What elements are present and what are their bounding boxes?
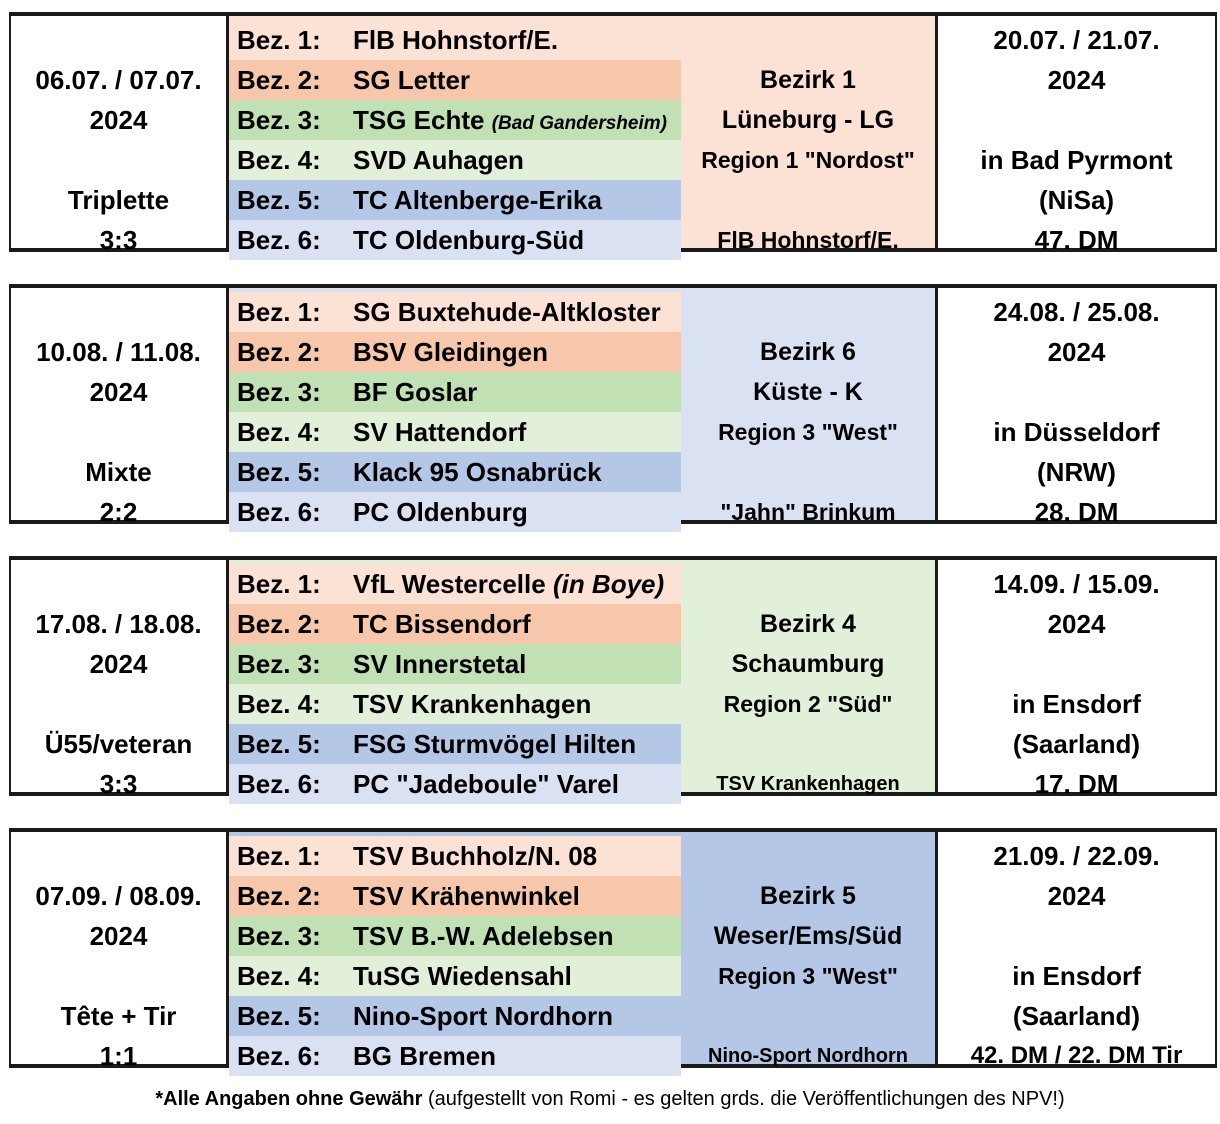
championship-number: 42. DM / 22. DM Tir — [970, 1042, 1183, 1069]
final-venue: in Ensdorf — [1012, 689, 1141, 719]
club-name: TC Bissendorf — [353, 609, 531, 639]
host-club: FlB Hohnstorf/E. — [717, 227, 899, 253]
district-label: Bez. 3: — [237, 377, 321, 407]
block-date-column — [9, 288, 229, 527]
district-row — [229, 764, 681, 804]
schedule-block-1 — [9, 12, 1217, 255]
block-clubs-column — [229, 832, 935, 1071]
discipline: Ü55/veteran — [44, 729, 193, 759]
final-date-range: 14.09. / 15.09. — [993, 569, 1160, 599]
block-final-column — [935, 16, 1217, 255]
final-state: (NRW) — [1037, 457, 1116, 487]
year: 2024 — [89, 105, 148, 135]
host-club: TSV Krankenhagen — [716, 773, 900, 795]
block-final-column — [935, 832, 1217, 1069]
date-range: 06.07. / 07.07. — [35, 65, 202, 95]
district-label: Bez. 2: — [237, 881, 321, 911]
host-district-panel — [681, 288, 935, 525]
club-name: Klack 95 Osnabrück — [353, 457, 602, 487]
final-venue: in Bad Pyrmont — [980, 145, 1173, 175]
district-label: Bez. 1: — [237, 569, 321, 599]
club-name: SV Hattendorf — [353, 417, 527, 447]
club-name: SG Letter — [353, 65, 471, 95]
club-name: SVD Auhagen — [353, 145, 524, 175]
club-name: TC Oldenburg-Süd — [353, 225, 585, 255]
club-name-wrap — [353, 100, 667, 144]
championship-number: 28. DM — [1034, 497, 1119, 527]
host-district-name: Weser/Ems/Süd — [713, 922, 903, 950]
club-name: PC "Jadeboule" Varel — [353, 769, 619, 799]
district-row — [229, 220, 681, 260]
district-label: Bez. 1: — [237, 841, 321, 871]
host-district-panel — [681, 16, 935, 253]
club-name: VfL Westercelle — [353, 569, 546, 599]
district-label: Bez. 4: — [237, 417, 321, 447]
final-year: 2024 — [1047, 337, 1106, 367]
disclaimer — [0, 1088, 1220, 1111]
disclaimer-bold: *Alle Angaben ohne Gewähr — [155, 1088, 423, 1110]
district-label: Bez. 5: — [237, 457, 321, 487]
club-name: BSV Gleidingen — [353, 337, 549, 367]
club-name: SV Innerstetal — [353, 649, 527, 679]
club-name: SG Buxtehude-Altkloster — [353, 297, 661, 327]
district-label: Bez. 2: — [237, 337, 321, 367]
district-label: Bez. 3: — [237, 921, 321, 951]
block-date-column — [9, 16, 229, 255]
district-row — [229, 684, 681, 724]
host-region: Region 3 "West" — [718, 419, 898, 445]
district-label: Bez. 5: — [237, 1001, 321, 1031]
host-district-name: Lüneburg - LG — [721, 106, 895, 134]
district-row — [229, 60, 681, 100]
final-state: (Saarland) — [1012, 729, 1141, 759]
district-label: Bez. 3: — [237, 649, 321, 679]
district-row — [229, 996, 681, 1036]
date-range: 07.09. / 08.09. — [35, 881, 202, 911]
district-label: Bez. 6: — [237, 769, 321, 799]
discipline: Tête + Tir — [60, 1001, 177, 1031]
district-label: Bez. 6: — [237, 225, 321, 255]
year: 2024 — [89, 921, 148, 951]
club-name: TSV Krähenwinkel — [353, 881, 580, 911]
district-label: Bez. 1: — [237, 297, 321, 327]
club-name: Nino-Sport Nordhorn — [353, 1001, 613, 1031]
team-format: 3:3 — [99, 225, 138, 255]
district-row — [229, 604, 681, 644]
schedule-block-4 — [9, 828, 1217, 1071]
club-note: (Bad Gandersheim) — [491, 113, 667, 134]
final-state: (NiSa) — [1038, 185, 1115, 215]
district-row — [229, 1036, 681, 1076]
district-label: Bez. 2: — [237, 609, 321, 639]
district-row — [229, 180, 681, 220]
club-name: TSG Echte — [353, 105, 485, 135]
host-club: Nino-Sport Nordhorn — [708, 1045, 908, 1067]
district-label: Bez. 3: — [237, 105, 321, 135]
club-name: TSV Krankenhagen — [353, 689, 592, 719]
discipline: Triplette — [67, 185, 170, 215]
district-label: Bez. 5: — [237, 729, 321, 759]
team-format: 3:3 — [99, 769, 138, 799]
host-district-name: Schaumburg — [731, 650, 885, 678]
district-row — [229, 492, 681, 532]
host-district: Bezirk 1 — [760, 66, 856, 94]
host-region: Region 3 "West" — [718, 963, 898, 989]
host-region: Region 1 "Nordost" — [701, 147, 915, 173]
district-row — [229, 452, 681, 492]
club-name: FlB Hohnstorf/E. — [353, 25, 559, 55]
club-name: BF Goslar — [353, 377, 478, 407]
block-clubs-column — [229, 288, 935, 527]
final-year: 2024 — [1047, 881, 1106, 911]
district-label: Bez. 1: — [237, 25, 321, 55]
club-name-wrap — [353, 564, 664, 604]
block-date-column — [9, 560, 229, 799]
district-label: Bez. 5: — [237, 185, 321, 215]
team-format: 1:1 — [99, 1041, 138, 1071]
district-row — [229, 916, 681, 956]
block-final-column — [935, 560, 1217, 799]
club-note: (in Boye) — [552, 569, 665, 599]
district-label: Bez. 4: — [237, 961, 321, 991]
host-club: "Jahn" Brinkum — [720, 499, 896, 525]
block-clubs-column — [229, 560, 935, 799]
host-district: Bezirk 4 — [760, 610, 856, 638]
date-range: 17.08. / 18.08. — [35, 609, 202, 639]
host-district-name: Küste - K — [753, 378, 863, 406]
schedule-block-3 — [9, 556, 1217, 799]
host-district: Bezirk 5 — [760, 882, 856, 910]
district-row — [229, 876, 681, 916]
final-year: 2024 — [1047, 65, 1106, 95]
district-row — [229, 724, 681, 764]
district-label: Bez. 6: — [237, 497, 321, 527]
host-district-panel — [681, 560, 935, 795]
final-date-range: 21.09. / 22.09. — [993, 841, 1160, 871]
district-row — [229, 412, 681, 452]
block-final-column — [935, 288, 1217, 527]
final-date-range: 24.08. / 25.08. — [993, 297, 1160, 327]
final-venue: in Düsseldorf — [993, 417, 1160, 447]
district-label: Bez. 4: — [237, 689, 321, 719]
discipline: Mixte — [85, 457, 152, 487]
host-region: Region 2 "Süd" — [723, 691, 893, 717]
district-label: Bez. 4: — [237, 145, 321, 175]
district-label: Bez. 2: — [237, 65, 321, 95]
team-format: 2:2 — [99, 497, 138, 527]
championship-number: 17. DM — [1034, 769, 1119, 799]
year: 2024 — [89, 377, 148, 407]
club-name: PC Oldenburg — [353, 497, 528, 527]
schedule-block-2 — [9, 284, 1217, 527]
final-year: 2024 — [1047, 609, 1106, 639]
district-row — [229, 836, 681, 876]
club-name: BG Bremen — [353, 1041, 497, 1071]
year: 2024 — [89, 649, 148, 679]
block-date-column — [9, 832, 229, 1071]
final-venue: in Ensdorf — [1012, 961, 1141, 991]
district-row — [229, 644, 681, 684]
final-date-range: 20.07. / 21.07. — [993, 25, 1160, 55]
final-state: (Saarland) — [1012, 1001, 1141, 1031]
district-row — [229, 140, 681, 180]
host-district-panel — [681, 832, 935, 1067]
district-row — [229, 564, 681, 604]
club-name: FSG Sturmvögel Hilten — [353, 729, 637, 759]
district-row — [229, 332, 681, 372]
host-district: Bezirk 6 — [760, 338, 856, 366]
club-name: TuSG Wiedensahl — [353, 961, 572, 991]
club-name: TSV B.-W. Adelebsen — [353, 921, 614, 951]
date-range: 10.08. / 11.08. — [36, 337, 201, 367]
district-row — [229, 20, 681, 60]
club-name: TC Altenberge-Erika — [353, 185, 602, 215]
club-name: TSV Buchholz/N. 08 — [353, 841, 598, 871]
championship-number: 47. DM — [1034, 225, 1119, 255]
district-row — [229, 956, 681, 996]
district-label: Bez. 6: — [237, 1041, 321, 1071]
block-clubs-column — [229, 16, 935, 255]
district-row — [229, 372, 681, 412]
district-row — [229, 292, 681, 332]
district-row — [229, 100, 681, 140]
disclaimer-text: (aufgestellt von Romi - es gelten grds. die Veröffentlichungen des NPV!) — [422, 1088, 1065, 1110]
